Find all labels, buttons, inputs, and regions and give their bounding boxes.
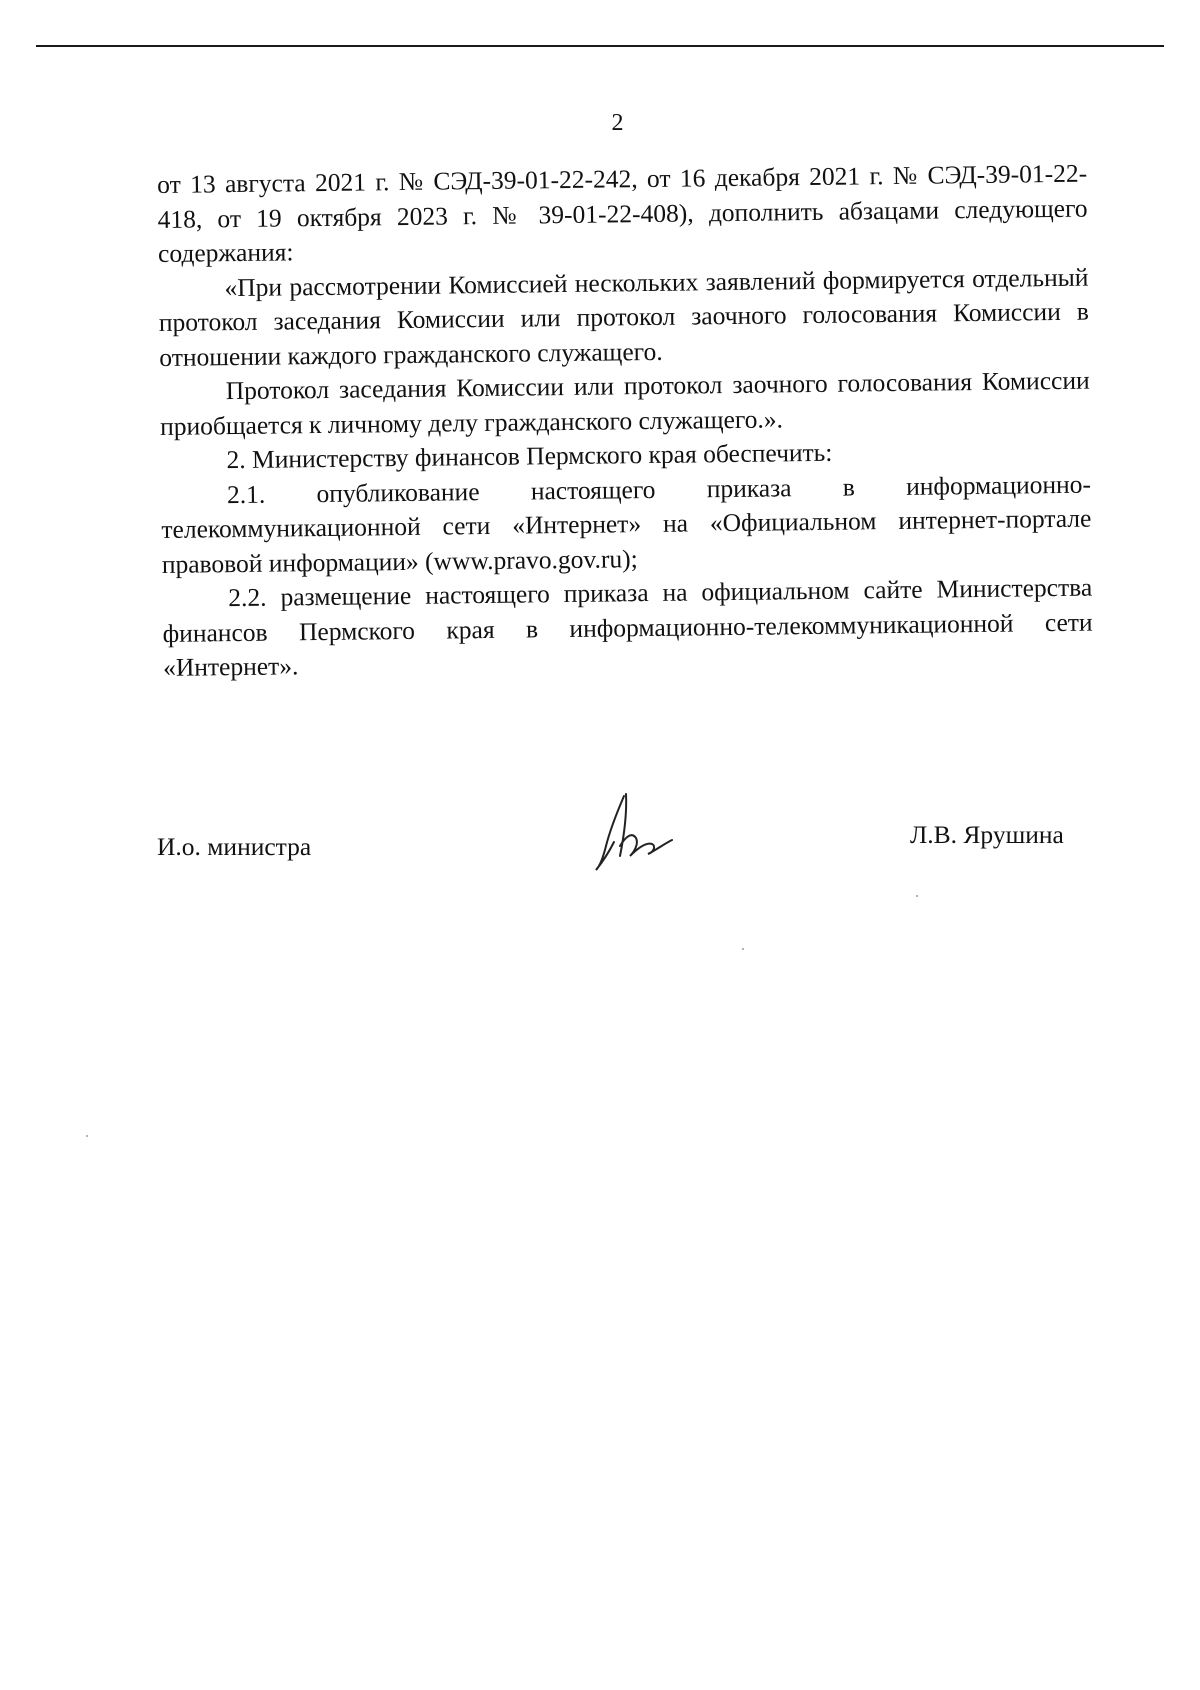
- scan-speck: [916, 895, 918, 897]
- signatory-position: И.о. министра: [157, 832, 312, 861]
- scan-speck: [86, 1135, 88, 1137]
- paragraph-2: «При рассмотрении Комиссией нескольких заявлений формируется отдельный протокол заседания Комиссии или протокол заочного голосования Комиссии в отношении каждого гражданского служащего.: [158, 262, 1089, 372]
- paragraph-5: 2.1. опубликование настоящего приказа в информационно-телекоммуникационной сети «Интернет» на «Официальном интернет-портале правовой информации» (www.pravo.gov.ru);: [161, 469, 1092, 579]
- signatory-name: Л.В. Ярушина: [910, 820, 1064, 849]
- paragraph-3: Протокол заседания Комиссии или протокол заочного голосования Комиссии приобщается к личному делу гражданского служащего.».: [159, 365, 1090, 441]
- paragraph-6: 2.2. размещение настоящего приказа на официальном сайте Министерства финансов Пермского края в информационно-телекоммуникационной сети «Интернет».: [162, 572, 1093, 682]
- paragraph-4: 2. Министерству финансов Пермского края обеспечить:: [226, 437, 833, 475]
- paragraph-1: от 13 августа 2021 г. № СЭД-39-01-22-242, от 16 декабря 2021 г. № СЭД-39-01-22-418, от 19 октября 2023 г. № 39-01-22-408), дополнить абзацами следующего содержания:: [157, 158, 1088, 268]
- signature-block: [0, 790, 1200, 900]
- document-body: [157, 157, 1093, 686]
- top-rule: [36, 45, 1164, 47]
- page-number: 2: [611, 110, 624, 136]
- scan-speck: [742, 948, 744, 950]
- handwritten-signature: [590, 790, 680, 875]
